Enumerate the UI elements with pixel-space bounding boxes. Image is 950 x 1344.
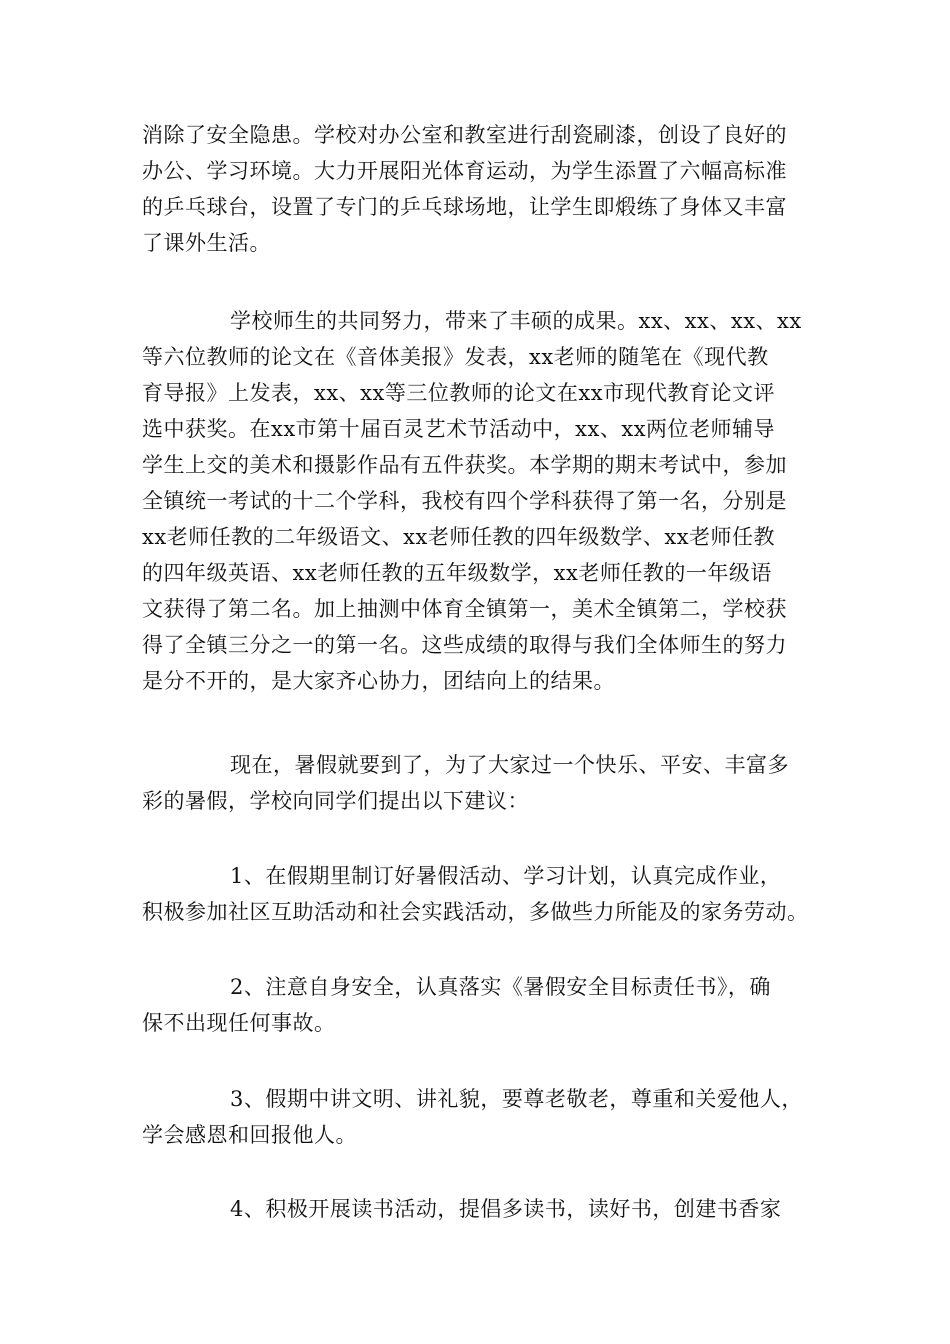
paragraph-line: 等六位教师的论文在《音体美报》发表，xx老师的随笔在《现代教 <box>142 345 769 369</box>
paragraph-line: 育导报》上发表，xx、xx等三位教师的论文在xx市现代教育论文评 <box>142 381 776 405</box>
paragraph-line: 学生上交的美术和摄影作品有五件获奖。本学期的期末考试中，参加 <box>142 453 787 477</box>
paragraph-2 <box>142 303 832 699</box>
paragraph-line: 彩的暑假，学校向同学们提出以下建议： <box>142 789 529 813</box>
paragraph-line: 全镇统一考试的十二个学科，我校有四个学科获得了第一名，分别是 <box>142 489 787 513</box>
suggestion-4 <box>142 1191 832 1227</box>
paragraph-line: 1、在假期里制订好暑假活动、学习计划，认真完成作业， <box>230 864 782 888</box>
paragraph-line: 办公、学习环境。大力开展阳光体育运动，为学生添置了六幅高标准 <box>142 159 787 183</box>
paragraph-line: 消除了安全隐患。学校对办公室和教室进行刮瓷刷漆，创设了良好的 <box>142 123 787 147</box>
paragraph-line: 得了全镇三分之一的第一名。这些成绩的取得与我们全体师生的努力 <box>142 633 787 657</box>
paragraph-line: xx老师任教的二年级语文、xx老师任教的四年级数学、xx老师任教 <box>142 525 776 549</box>
paragraph-line: 的四年级英语、xx老师任教的五年级数学，xx老师任教的一年级语 <box>142 561 772 585</box>
suggestion-2 <box>142 969 832 1041</box>
paragraph-3 <box>142 747 832 819</box>
paragraph-line: 2、注意自身安全，认真落实《暑假安全目标责任书》，确 <box>230 975 771 999</box>
paragraph-line: 的乒乓球台，设置了专门的乒乓球场地，让学生即煅练了身体又丰富 <box>142 195 787 219</box>
paragraph-line: 积极参加社区互助活动和社会实践活动，多做些力所能及的家务劳动。 <box>142 900 809 924</box>
paragraph-line: 是分不开的，是大家齐心协力，团结向上的结果。 <box>142 669 615 693</box>
paragraph-line: 学会感恩和回报他人。 <box>142 1123 357 1147</box>
suggestion-3 <box>142 1081 832 1153</box>
paragraph-1 <box>142 117 832 261</box>
paragraph-line: 现在，暑假就要到了，为了大家过一个快乐、平安、丰富多 <box>230 753 789 777</box>
suggestion-1 <box>142 858 832 930</box>
paragraph-line: 文获得了第二名。加上抽测中体育全镇第一，美术全镇第二，学校获 <box>142 597 787 621</box>
paragraph-line: 3、假期中讲文明、讲礼貌，要尊老敬老，尊重和关爱他人， <box>230 1087 803 1111</box>
paragraph-line: 学校师生的共同努力，带来了丰硕的成果。xx、xx、xx、xx <box>230 309 802 333</box>
paragraph-line: 保不出现任何事故。 <box>142 1011 336 1035</box>
paragraph-line: 了课外生活。 <box>142 231 271 255</box>
paragraph-line: 选中获奖。在xx市第十届百灵艺术节活动中，xx、xx两位老师辅导 <box>142 417 776 441</box>
paragraph-line: 4、积极开展读书活动，提倡多读书，读好书，创建书香家 <box>230 1197 782 1221</box>
